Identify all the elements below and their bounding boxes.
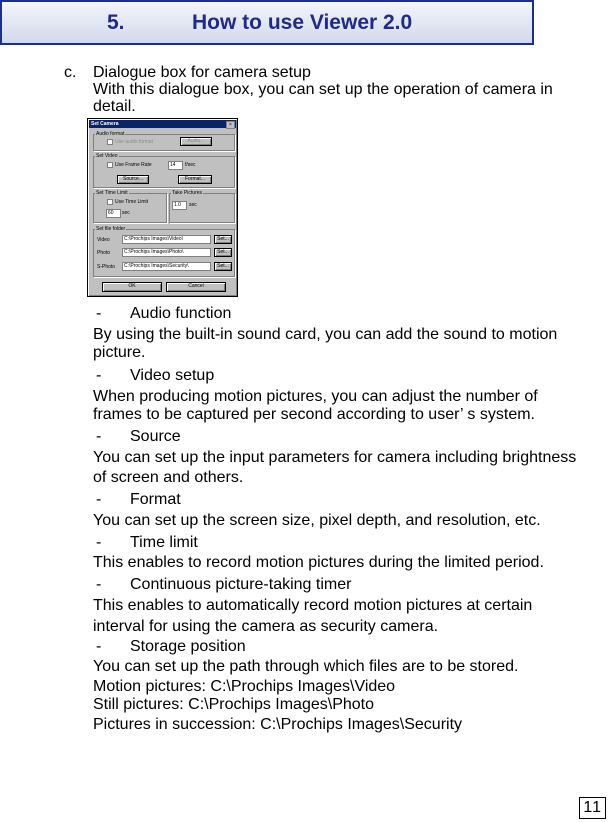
dialog-titlebar	[89, 120, 236, 128]
item-desc: This enables to record motion pictures during the limited period.	[93, 554, 544, 571]
close-icon[interactable]: ×	[226, 121, 235, 129]
video-group	[93, 156, 235, 188]
folder-label-security: S-Photo	[97, 264, 116, 270]
page-number: 11	[579, 797, 606, 819]
item-desc: When producing motion pictures, you can adjust the number of	[93, 388, 538, 405]
item-desc: picture.	[93, 344, 146, 361]
time-limit-input[interactable]: 60	[106, 209, 121, 218]
item-title-storage: Storage position	[130, 638, 246, 655]
folder-label-photo: Photo	[97, 250, 111, 256]
item-title-source: Source	[130, 428, 181, 445]
frame-rate-unit: f/sec	[185, 162, 196, 168]
item-title-audio: Audio function	[130, 305, 232, 322]
item-desc: You can set up the screen size, pixel depth, and resolution, etc.	[93, 512, 541, 529]
section-header	[0, 0, 534, 45]
bullet-dash: -	[96, 491, 102, 508]
set-security-folder-button[interactable]: Set...	[214, 262, 232, 271]
folder-path-photo[interactable]: C:\Prochips Images\Photo\	[122, 248, 211, 257]
take-pictures-input[interactable]: 1.0	[172, 201, 187, 210]
time-limit-label: Use Time Limit	[115, 199, 149, 205]
item-desc: interval for using the camera as security camera.	[93, 618, 439, 635]
audio-checkbox[interactable]	[107, 139, 113, 145]
bullet-dash: -	[96, 428, 102, 445]
bullet-dash: -	[96, 305, 102, 322]
bullet-dash: -	[96, 534, 102, 551]
file-folder-group-label: Set file folder	[96, 226, 126, 232]
item-desc: Still pictures: C:\Prochips Images\Photo	[93, 696, 375, 713]
video-group-label: Set Video	[96, 153, 118, 159]
item-desc: You can set up the input parameters for camera including brightness	[93, 449, 577, 466]
source-button[interactable]: Source...	[117, 175, 149, 184]
frame-rate-input[interactable]: 14	[168, 161, 183, 170]
time-limit-group-label: Set Time Limit	[96, 190, 128, 196]
intro-line: With this dialogue box, you can set up the operation of camera in	[93, 81, 553, 98]
folder-path-video[interactable]: C:\Prochips Images\Video\	[122, 235, 211, 244]
ok-button[interactable]: OK	[102, 282, 162, 292]
section-title: How to use Viewer 2.0	[192, 11, 413, 34]
time-limit-checkbox[interactable]	[107, 199, 113, 205]
dialog-title: Set Camera	[91, 121, 119, 127]
set-photo-folder-button[interactable]: Set...	[214, 248, 232, 257]
bullet-dash: -	[96, 367, 102, 384]
cancel-button[interactable]: Cancel	[166, 282, 226, 292]
frame-rate-checkbox[interactable]	[107, 162, 113, 168]
time-limit-group	[93, 193, 167, 223]
subsection-heading: Dialogue box for camera setup	[93, 64, 311, 81]
set-camera-dialog	[87, 118, 238, 297]
audio-checkbox-label: Use audio format	[115, 139, 154, 145]
set-video-folder-button[interactable]: Set...	[214, 235, 232, 244]
item-desc: This enables to automatically record motion pictures at certain	[93, 597, 533, 614]
item-title-format: Format	[130, 491, 181, 508]
folder-path-security[interactable]: C:\Prochips Images\Security\	[122, 262, 211, 271]
item-desc: of screen and others.	[93, 469, 244, 486]
item-desc: Motion pictures: C:\Prochips Images\Video	[93, 678, 396, 695]
item-desc: Pictures in succession: C:\Prochips Images\Security	[93, 716, 463, 733]
section-number: 5.	[107, 11, 125, 34]
time-limit-unit: sec	[122, 210, 130, 216]
frame-rate-label: Use Frame Rate	[115, 162, 152, 168]
take-pictures-unit: sec	[189, 202, 197, 208]
format-button[interactable]: Format...	[178, 175, 212, 184]
bullet-dash: -	[96, 638, 102, 655]
item-desc: By using the built-in sound card, you can add the sound to motion	[93, 326, 558, 343]
bullet-dash: -	[96, 576, 102, 593]
intro-line: detail.	[93, 98, 136, 115]
item-desc: You can set up the path through which files are to be stored.	[93, 658, 519, 675]
item-title-timer: Continuous picture-taking timer	[130, 576, 352, 593]
folder-label-video: Video	[97, 237, 110, 243]
item-desc: frames to be captured per second according to user’ s system.	[93, 406, 535, 423]
item-title-time-limit: Time limit	[130, 534, 198, 551]
take-pictures-group-label: Take Pictures	[172, 190, 203, 196]
audio-group-label: Audio format	[96, 131, 125, 137]
item-title-video: Video setup	[130, 367, 215, 384]
audio-button[interactable]: Audio...	[180, 137, 212, 146]
subsection-marker: c.	[64, 64, 77, 81]
